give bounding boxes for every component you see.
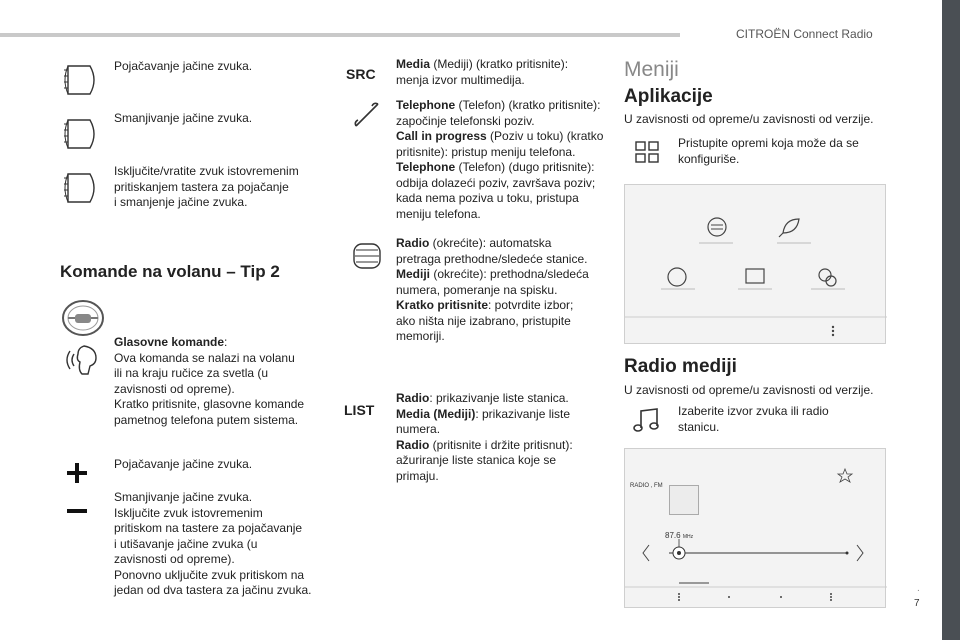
thumbwheel-icon (350, 240, 384, 272)
radio-wheel-text: Radio (okrećite): automatska pretraga prethodne/sledeće stanice. Mediji (okrećite): prethodna/sledeća numera, pomeranje na spisku. Kratko pritisnite: potvrdite izbor; ako ništa nije izabrano, pristupite memoriji. (396, 236, 589, 343)
driving-icon (661, 268, 695, 289)
apps-heading: Aplikacije (624, 86, 713, 107)
src-text: Media (Mediji) (kratko pritisnite): menja izvor multimedija. (396, 57, 569, 87)
list-label: LIST (344, 402, 375, 418)
minus-icon (66, 508, 88, 514)
screen-dot (780, 596, 782, 598)
settings-timer-icon (811, 269, 845, 289)
apps-note: U zavisnosti od opreme/u zavisnosti od verzije. (624, 112, 874, 126)
music-note-icon (632, 406, 662, 434)
frequency-slider[interactable] (669, 539, 849, 559)
dashboard-icon (738, 269, 772, 289)
more-options-icon (832, 326, 834, 336)
side-tab (942, 0, 960, 640)
screen-dot (728, 596, 730, 598)
volume-up-text: Pojačavanje jačine zvuka. (114, 59, 253, 73)
header-title: CITROËN Connect Radio (736, 27, 873, 41)
volume-button-icon (60, 60, 102, 100)
volume-button-icon (60, 168, 102, 208)
radio-screen-graphic (625, 449, 887, 609)
page-number: 7 (914, 598, 920, 609)
apps-text: Pristupite opremi koja može da se konfiguriše. (678, 136, 859, 166)
frequency-readout: 87.6 MHz (665, 531, 694, 540)
src-label: SRC (346, 66, 376, 82)
apps-screen (624, 184, 886, 344)
favorite-star-icon[interactable] (838, 469, 852, 482)
radio-band-label: RADIO , FM (630, 483, 663, 489)
media-text: Izaberite izvor zvuka ili radio stanicu. (678, 404, 829, 434)
steering-wheel-icon (60, 298, 106, 338)
page-dot: . (917, 583, 920, 594)
voice-command-text: Glasovne komande: Ova komanda se nalazi na volanu ili na kraju ručice za svetla (u zavisnosti od opreme). Kratko pritisnite, glasovne komande pametnog telefona putem sistema. (114, 335, 305, 427)
mute-text: Isključite/vratite zvuk istovremenim pritiskanjem tastera za pojačanje i smanjenje jačine zvuka. (114, 164, 299, 209)
applications-grid-icon (634, 140, 660, 164)
menus-title: Meniji (624, 58, 679, 81)
eco-icon (777, 219, 811, 243)
connected-apps-icon (699, 218, 733, 243)
header-rule (0, 33, 680, 37)
next-chevron-icon[interactable] (857, 545, 863, 561)
phone-icon (352, 100, 382, 130)
plus-icon (66, 462, 88, 484)
plus-text: Pojačavanje jačine zvuka. (114, 457, 253, 471)
previous-chevron-icon[interactable] (643, 545, 649, 561)
section-title-steering: Komande na volanu – Tip 2 (60, 262, 280, 281)
list-text: Radio: prikazivanje liste stanica. Media (Mediji): prikazivanje liste numera. Radio (pritisnite i držite pritisnut): ažuriranje liste stanica koje se primaju. (396, 391, 573, 483)
minus-text: Smanjivanje jačine zvuka. Isključite zvuk istovremenim pritiskom na tastere za pojačavanje i utišavanje jačine zvuka (u zavisnosti od opreme). Ponovno uključite zvuk pritiskom na jedan od dva tastera za jačinu zvuka. (114, 490, 312, 597)
more-options-icon[interactable] (830, 593, 832, 601)
volume-button-icon (60, 114, 102, 154)
source-list-icon[interactable] (678, 593, 680, 601)
media-note: U zavisnosti od opreme/u zavisnosti od verzije. (624, 383, 874, 397)
telephone-text: Telephone (Telefon) (kratko pritisnite): započinje telefonski poziv. Call in progress (Poziv u toku) (kratko pritisnite): pristup meniju telefona. Telephone (Telefon) (dugo pritisnite): odbija dolazeći poziv, završava poziv; kada nema poziva u toku, pristupa meniju telefona. (396, 98, 604, 221)
volume-down-text: Smanjivanje jačine zvuka. (114, 111, 253, 125)
apps-screen-graphic (625, 185, 887, 345)
radio-screen (624, 448, 886, 608)
voice-command-icon (62, 342, 102, 378)
media-heading: Radio mediji (624, 356, 737, 377)
